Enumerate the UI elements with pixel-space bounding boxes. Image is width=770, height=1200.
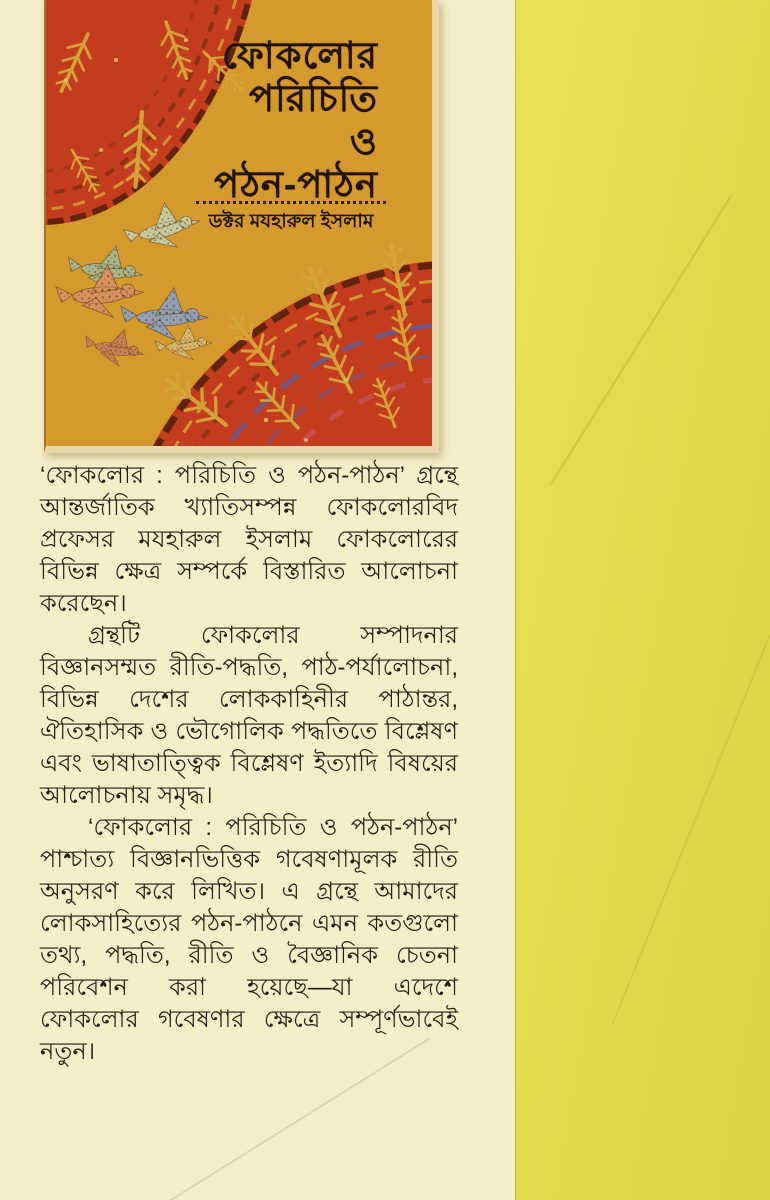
- birds-motif: [55, 196, 215, 371]
- author-block: [196, 201, 386, 233]
- back-cover-blurb: [40, 460, 458, 1068]
- yellow-paper-strip: [515, 0, 770, 1200]
- book-title: [214, 34, 378, 206]
- blurb-paragraph: ‘ফোকলোর : পরিচিতি ও পঠন-পাঠন’ পাশ্চাত্য বিজ্ঞানভিত্তিক গবেষণামূলক রীতি অনুসরণ করে লিখিত। এ গ্রন্থে আমাদের লোকসাহিত্যের পঠন-পাঠনে এমন কতগুলো তথ্য, পদ্ধতি, রীতি ও বৈজ্ঞানিক চেতনা পরিবেশন করা হয়েছে—যা এদেশে ফোকলোর গবেষণার ক্ষেত্রে সম্পূর্ণভাবেই নতুন।: [40, 814, 458, 1065]
- book-cover-image: [44, 0, 439, 453]
- blurb-paragraph: গ্রন্থটি ফোকলোর সম্পাদনার বিজ্ঞানসম্মত রীতি-পদ্ধতি, পাঠ-পর্যালোচনা, বিভিন্ন দেশের লোককাহিনীর পাঠান্তর, ঐতিহাসিক ও ভৌগোলিক পদ্ধতিতে বিশ্লেষণ এবং ভাষাতাত্ত্বিক বিশ্লেষণ ইত্যাদি বিষয়ের আলোচনায় সমৃদ্ধ।: [40, 622, 458, 809]
- title-divider: [196, 201, 386, 204]
- book-title-line: ও: [349, 121, 378, 162]
- book-title-line: পরিচিতি: [249, 78, 378, 119]
- book-author: ডক্টর মযহারুল ইসলাম: [208, 211, 374, 232]
- blurb-paragraph: ‘ফোকলোর : পরিচিতি ও পঠন-পাঠন’ গ্রন্থে আন্তর্জাতিক খ্যাতিসম্পন্ন ফোকলোরবিদ প্রফেসর মযহারুল ইসলাম ফোকলোরের বিভিন্ন ক্ষেত্র সম্পর্কে বিস্তারিত আলোচনা করেছেন।: [40, 462, 458, 617]
- book-title-line: পঠন-পাঠন: [213, 164, 378, 205]
- book-title-line: ফোকলোর: [221, 35, 378, 76]
